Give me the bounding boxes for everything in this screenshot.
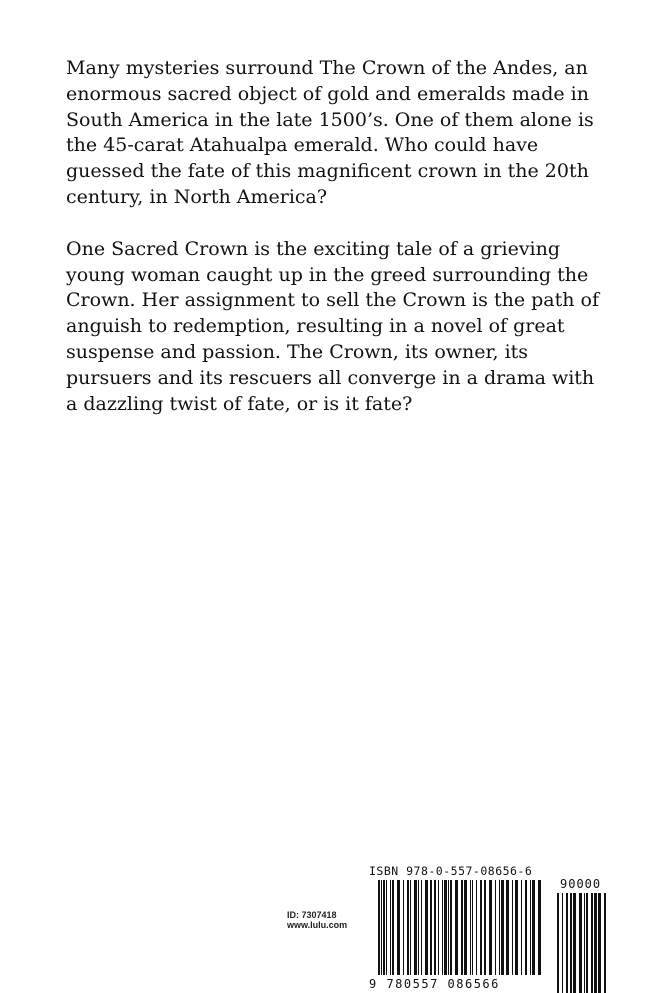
barcode-bar: [430, 880, 432, 975]
barcode-bar: [386, 880, 387, 975]
barcode-bar: [444, 880, 447, 975]
publisher-url: www.lulu.com: [287, 920, 348, 930]
barcode-bar: [532, 880, 535, 975]
barcode-bar: [525, 880, 527, 975]
barcode-bar: [538, 880, 541, 975]
barcode-bar: [421, 880, 422, 975]
barcode-bar: [403, 880, 404, 975]
barcode-bar: [489, 880, 492, 975]
barcode-bar: [414, 880, 417, 975]
price-barcode-bar: [566, 893, 568, 993]
ean-digits-label: 9 780557 086566: [369, 977, 500, 991]
barcode-bar: [512, 880, 513, 975]
barcode-bar: [506, 880, 509, 975]
barcode-bar: [484, 880, 486, 975]
synopsis-paragraph-2: One Sacred Crown is the exciting tale of a grieving young woman caught up in the greed surrounding the Crown. Her assignment to sell the Crown is the path of anguish to redemption, resulting in a novel of great suspense and passion. The Crown, its owner, its pursuers and its rescuers all converge in a drama with a dazzling twist of fate, or is it fate?: [66, 237, 600, 415]
price-barcode-bar: [598, 893, 601, 993]
barcode-bar: [501, 880, 504, 975]
barcode-bar: [418, 880, 419, 975]
barcode-bar: [521, 880, 522, 975]
price-barcode-bar: [579, 893, 582, 993]
barcode-bar: [515, 880, 518, 975]
barcode-bar: [450, 880, 452, 975]
barcode-bar: [470, 880, 471, 975]
barcode-bar: [381, 880, 382, 975]
barcode-bar: [448, 880, 449, 975]
barcode-bar: [480, 880, 482, 975]
barcode-bar: [476, 880, 477, 975]
barcode-bar: [410, 880, 411, 975]
barcode-bar: [442, 880, 443, 975]
publisher-id: ID: 7307418: [287, 910, 337, 920]
synopsis-paragraph-1: Many mysteries surround The Crown of the Andes, an enormous sacred object of gold and emeralds made in South America in the late 1500’s. One of them alone is the 45-carat Atahualpa emerald. Who could have guessed the fate of this magnificent crown in the 20th century, in North America?: [66, 57, 594, 208]
price-barcode-bars: [557, 893, 606, 993]
barcode-bar: [392, 880, 394, 975]
barcode-bar: [495, 880, 496, 975]
price-barcode-bar: [604, 893, 606, 993]
price-barcode-bar: [586, 893, 588, 993]
barcode-bar: [407, 880, 409, 975]
barcode-bar: [378, 880, 380, 975]
barcode-bar: [434, 880, 436, 975]
barcode-bar: [455, 880, 458, 975]
barcode-bar: [425, 880, 428, 975]
price-barcode-bar: [557, 893, 559, 993]
barcode-bar: [461, 880, 463, 975]
barcode-bar: [530, 880, 531, 975]
price-barcode-bar: [584, 893, 585, 993]
barcode-bar: [464, 880, 467, 975]
price-barcode-bar: [570, 893, 572, 993]
barcode-bar: [499, 880, 500, 975]
barcode-bar: [397, 880, 400, 975]
price-code-label: 90000: [560, 877, 602, 891]
price-barcode-bar: [573, 893, 576, 993]
barcode-bar: [383, 880, 385, 975]
barcode-bar: [390, 880, 391, 975]
barcode-bar: [472, 880, 473, 975]
price-barcode-bar: [562, 893, 563, 993]
price-barcode-bar: [591, 893, 593, 993]
isbn-label: ISBN 978-0-557-08656-6: [369, 864, 533, 878]
price-barcode-bar: [594, 893, 597, 993]
isbn-barcode-bars: [378, 880, 541, 975]
barcode-bar: [438, 880, 439, 975]
